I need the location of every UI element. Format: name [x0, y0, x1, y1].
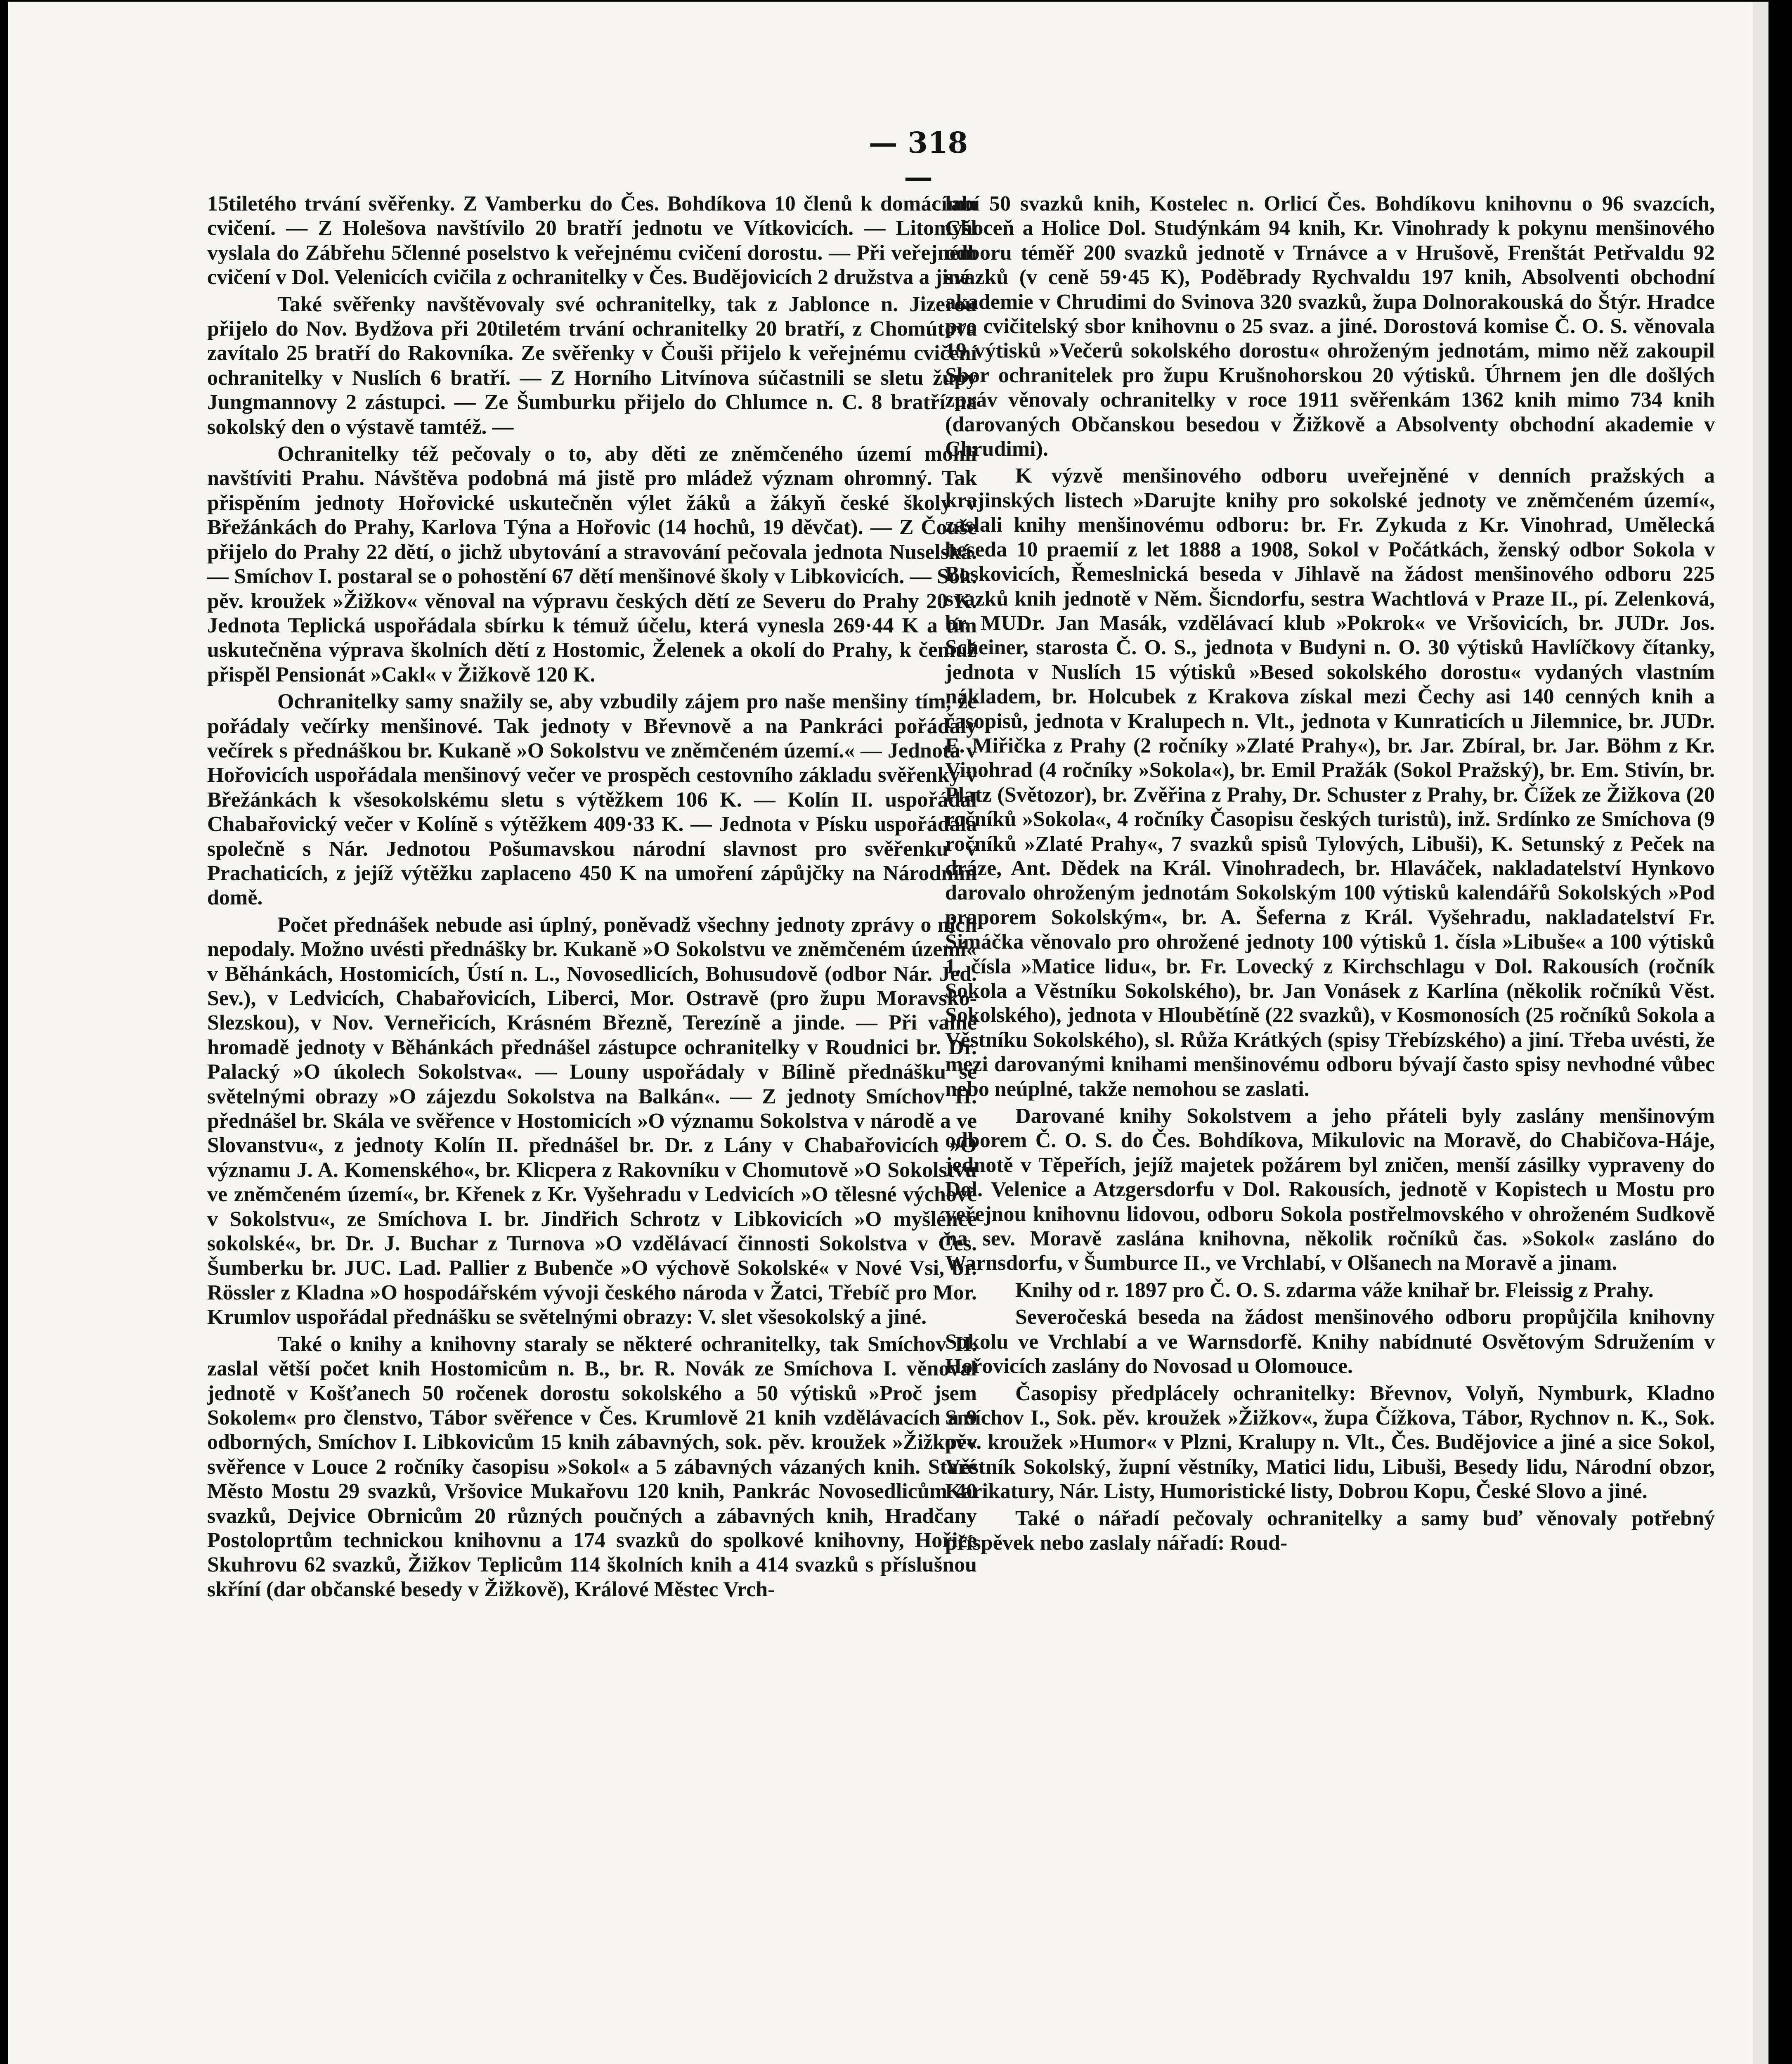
- paragraph: labí 50 svazků knih, Kostelec n. Orlicí Čes. Bohdíkovu knihovnu o 96 svazcích, Choceň a Holice Dol. Studýnkám 94 knih, Kr. Vinohrady k pokynu menšinového odboru téměř 200 svazků jednotě v Trnávce a v Hrušově, Frenštát Petřvaldu 92 svazků (v ceně 59·45 K), Poděbrady Rychvaldu 197 knih, Absolventi obchodní akademie v Chrudimi do Svinova 320 svazků, župa Dolnorakouská do Štýr. Hradce pro cvičitelský sbor knihovnu o 25 svaz. a jiné. Dorostová komise Č. O. S. věnovala 19 výtisků »Večerů sokolského dorostu« ohroženým jednotám, mimo něž zakoupil Sbor ochranitelek pro župu Krušnohorskou 20 výtisků. Úhrnem jen dle došlých zpráv věnovaly ochranitelky v roce 1911 svěřenkám 1362 knih mimo 734 knih (darovaných Občanskou besedou v Žižkově a Absolventy obchodní akademie v Chrudimi).: [945, 192, 1715, 461]
- paragraph: Knihy od r. 1897 pro Č. O. S. zdarma váže knihař br. Fleissig z Prahy.: [1015, 1278, 1654, 1302]
- paragraph: Také o nářadí pečovaly ochranitelky a samy buď věnovaly potřebný příspěvek nebo zaslaly nářadí: Roud-: [945, 1506, 1715, 1555]
- paragraph: Ochranitelky samy snažily se, aby vzbudily zájem pro naše menšiny tím, že pořádaly večírky menšinové. Tak jednoty v Břevnově a na Pankráci pořádaly večírek s přednáškou br. Kukaně »O Sokolstvu ve zněmčeném území.« — Jednota v Hořovicích uspořádala menšinový večer ve prospěch cestovního základu svěřenky v Břežánkách k všesokolskému sletu s výtěžkem 106 K. — Kolín II. uspořádal Chabařovický večer v Kolíně s výtěžkem 409·33 K. — Jednota v Písku uspořádala společně s Nár. Jednotou Pošumavskou národní slavnost pro svěřenku v Prachaticích, z jejíž výtěžku zaplaceno 450 K na umoření zápůjčky na Národním domě.: [207, 690, 977, 910]
- paragraph: Darované knihy Sokolstvem a jeho přáteli byly zaslány menšinovým odborem Č. O. S. do Čes. Bohdíkova, Mikulovic na Moravě, do Chabičova-Háje, jednotě v Těpeřích, jejíž majetek požárem byl zničen, menší zásilky vypraveny do Dol. Velenice a Atzgersdorfu v Dol. Rakousích, jednotě v Kopistech u Mostu pro veřejnou knihovnu lidovou, odboru Sokola postřelmovského v ohroženém Sudkově na sev. Moravě zaslána knihovna, několik ročníků čas. »Sokol« zasláno do Warnsdorfu, v Šumburce II., ve Vrchlabí, v Olšanech na Moravě a jinam.: [945, 1104, 1715, 1275]
- paragraph: 15tiletého trvání svěřenky. Z Vamberku do Čes. Bohdíkova 10 členů k domácímu cvičení. — Z Holešova navštívilo 20 bratří jednotu ve Vítkovicích. — Litomyšl vyslala do Zábřehu 5členné poselstvo k veřejnému cvičení dorostu. — Při veřejném cvičení v Dol. Velenicích cvičila z ochranitelky v Čes. Budějovicích 2 družstva a jiné.: [207, 192, 977, 289]
- paragraph: Časopisy předplácely ochranitelky: Břevnov, Volyň, Nymburk, Kladno Smíchov I., Sok. pěv. kroužek »Žižkov«, župa Čížkova, Tábor, Rychnov n. K., Sok. pěv. kroužek »Humor« v Plzni, Kralupy n. Vlt., Čes. Budějovice a jiné a sice Sokol, Věstník Sokolský, župní věstníky, Matici lidu, Libuši, Besedy lidu, Národní obzor, Karikatury, Nár. Listy, Humoristické listy, Dobrou Kopu, České Slovo a jiné.: [945, 1381, 1715, 1503]
- paragraph: Počet přednášek nebude asi úplný, poněvadž všechny jednoty zprávy o nich nepodaly. Možno uvésti přednášky br. Kukaně »O Sokolstvu ve zněmčeném území« v Běhánkách, Hostomicích, Ústí n. L., Novosedlicích, Bohusudově (odbor Nár. Jed. Sev.), v Ledvicích, Chabařovicích, Liberci, Mor. Ostravě (pro župu Moravsko-Slezskou), v Nov. Verneřicích, Krásném Březně, Terezíně a jinde. — Při valné hromadě jednoty v Běhánkách přednášel zástupce ochranitelky v Roudnici br. Dr. Palacký »O úkolech Sokolstva«. — Louny uspořádaly v Bílině přednášku se světelnými obrazy »O zájezdu Sokolstva na Balkán«. — Z jednoty Smíchov II. přednášel br. Skála ve svěřence v Hostomicích »O významu Sokolstva v národě a ve Slovanstvu«, z jednoty Kolín II. přednášel br. Dr. z Lány v Chabařovicích »O významu J. A. Komenského«, br. Klicpera z Rakovníku v Chomutově »O Sokolstvu ve zněmčeném území«, br. Křenek z Kr. Vyšehradu v Ledvicích »O tělesné výchově v Sokolstvu«, ze Smíchova I. br. Jindřich Schrotz v Libkovicích »O myšlénce sokolské«, br. Dr. J. Buchar z Turnova »O vzdělávací činnosti Sokolstva v Čes. Šumberku br. JUC. Lad. Pallier z Bubenče »O výchově Sokolské« v Nové Vsi, br. Rössler z Kladna »O hospodářském vývoji českého národa v Žatci, Třebíč pro Mor. Krumlov uspořádal přednášku se světelnými obrazy: V. slet všesokolský a jiné.: [207, 913, 977, 1329]
- paragraph: Také svěřenky navštěvovaly své ochranitelky, tak z Jablonce n. Jizerou přijelo do Nov. Bydžova při 20tiletém trvání ochranitelky 20 bratří, z Chomútova zavítalo 25 bratří do Rakovníka. Ze svěřenky v Čouši přijelo k veřejnému cvičení ochranitelky v Nuslích 6 bratří. — Z Horního Litvínova súčastnili se sletu župy Jungmannovy 2 zástupci. — Ze Šumburku přijelo do Chlumce n. C. 8 bratří na sokolský den o výstavě tamtéž. —: [207, 292, 977, 439]
- right-column: [945, 192, 1715, 2064]
- scan-edge: [1753, 2, 1768, 2064]
- paragraph: Ochranitelky též pečovaly o to, aby děti ze zněmčeného území mohli navštíviti Prahu. Návštěva podobná má jistě pro mládež význam ohromný. Tak přispěním jednoty Hořovické uskutečněn výlet žáků a žákyň české školy v Břežánkách do Prahy, Karlova Týna a Hořovic (14 hochů, 19 děvčat). — Z Čouše přijelo do Prahy 22 dětí, o jichž ubytování a stravování pečovala jednota Nuselská. — Smíchov I. postaral se o pohostění 67 dětí menšinové školy v Libkovicích. — Sok. pěv. kroužek »Žižkov« věnoval na výpravu českých dětí ze Severu do Prahy 20 K. Jednota Teplická uspořádala sbírku k témuž účelu, která vynesla 269·44 K a tím uskutečněna výprava školních dětí z Hostomic, Želenek a okolí do Prahy, k čemuž přispěl Pensionát »Cakl« v Žižkově 120 K.: [207, 442, 977, 686]
- document-page: [8, 2, 1768, 2064]
- page-number: — 318 —: [868, 125, 968, 194]
- paragraph: K výzvě menšinového odboru uveřejněné v denních pražských a krajinských listech »Darujte knihy pro sokolské jednoty ve zněmčeném území«, zaslali knihy menšinovému odboru: br. Fr. Zykuda z Kr. Vinohrad, Umělecká beseda 10 praemií z let 1888 a 1908, Sokol v Počátkách, ženský odbor Sokola v Boskovicích, Řemeslnická beseda v Jihlavě na žádost menšinového odboru 225 svazků knih jednotě v Něm. Šicndorfu, sestra Wachtlová v Praze II., pí. Zelenková, br. MUDr. Jan Masák, vzdělávací klub »Pokrok« ve Vršovicích, br. JUDr. Jos. Scheiner, starosta Č. O. S., jednota v Budyni n. O. 30 výtisků Havlíčkovy čítanky, jednota v Nuslích 15 výtisků »Besed sokolského dorostu« vydaných vlastním nákladem, br. Holcubek z Krakova získal mezi Čechy asi 140 cenných knih a časopisů, jednota v Kralupech n. Vlt., jednota v Kunraticích u Jilemnice, br. JUDr. E. Miřička z Prahy (2 ročníky »Zlaté Prahy«), br. Jar. Zbíral, br. Jar. Böhm z Kr. Vinohrad (4 ročníky »Sokola«), br. Emil Pražák (Sokol Pražský), br. Em. Stivín, br. Platz (Světozor), br. Zvěřina z Prahy, Dr. Schuster z Prahy, br. Čížek ze Žižkova (20 ročníků »Sokola«, 4 ročníky Časopisu českých turistů), inž. Srdínko ze Smíchova (9 ročníků »Zlaté Prahy«, 7 svazků spisů Tylových, Libuši), K. Setunský z Peček na dráze, Ant. Dědek na Král. Vinohradech, br. Hlaváček, nakladatelství Hynkovo darovalo ohroženým jednotám Sokolským 100 výtisků kalendářů Sokolských »Pod praporem Sokolským«, br. A. Šeferna z Král. Vyšehradu, nakladatelství Fr. Šimáčka věnovalo pro ohrožené jednoty 100 výtisků 1. čísla »Libuše« a 100 výtisků 1. čísla »Matice lidu«, br. Fr. Lovecký z Kirchschlagu v Dol. Rakousích (ročník Sokola a Věstníku Sokolského), br. Jan Vonásek z Karlína (několik ročníků Věst. Sokolského), jednota v Hloubětíně (22 svazků), v Kosmonosích (25 ročníků Sokola a Věstníku Sokolského), sl. Růža Krátkých (spisy Třebízského) a jiní. Třeba uvésti, že mezi darovanými knihami menšinovému odboru bývají často spisy nevhodné vůbec nebo neúplné, takže nemohou se zaslati.: [945, 464, 1715, 1101]
- left-column: [207, 192, 977, 2064]
- paragraph: Také o knihy a knihovny staraly se některé ochranitelky, tak Smíchov II. zaslal větší počet knih Hostomicům n. B., br. R. Novák ze Smíchova I. věnoval jednotě v Košťanech 50 ročenek dorostu sokolského a 50 výtisků »Proč jsem Sokolem« pro členstvo, Tábor svěřence v Čes. Krumlově 21 knih vzdělávacích a 9 odborných, Smíchov I. Libkovicům 15 knih zábavných, sok. pěv. kroužek »Žižkov« svěřence v Louce 2 ročníky časopisu »Sokol« a 5 zábavných vázaných knih. Staré Město Mostu 29 svazků, Vršovice Mukařovu 120 knih, Pankrác Novosedlicům 40 svazků, Dejvice Obrnicům 20 různých poučných a zábavných knih, Hradčany Postoloprtům technickou knihovnu a 174 svazků do spolkové knihovny, Hořice Skuhrovu 62 svazků, Žižkov Teplicům 114 školních knih a 414 svazků s příslušnou skříní (dar občanské besedy v Žižkově), Králové Městec Vrch-: [207, 1332, 977, 1601]
- paragraph: Severočeská beseda na žádost menšinového odboru propůjčila knihovny Sokolu ve Vrchlabí a ve Warnsdorfě. Knihy nabídnuté Osvětovým Sdružením v Hořovicích zaslány do Novosad u Olomouce.: [945, 1305, 1715, 1378]
